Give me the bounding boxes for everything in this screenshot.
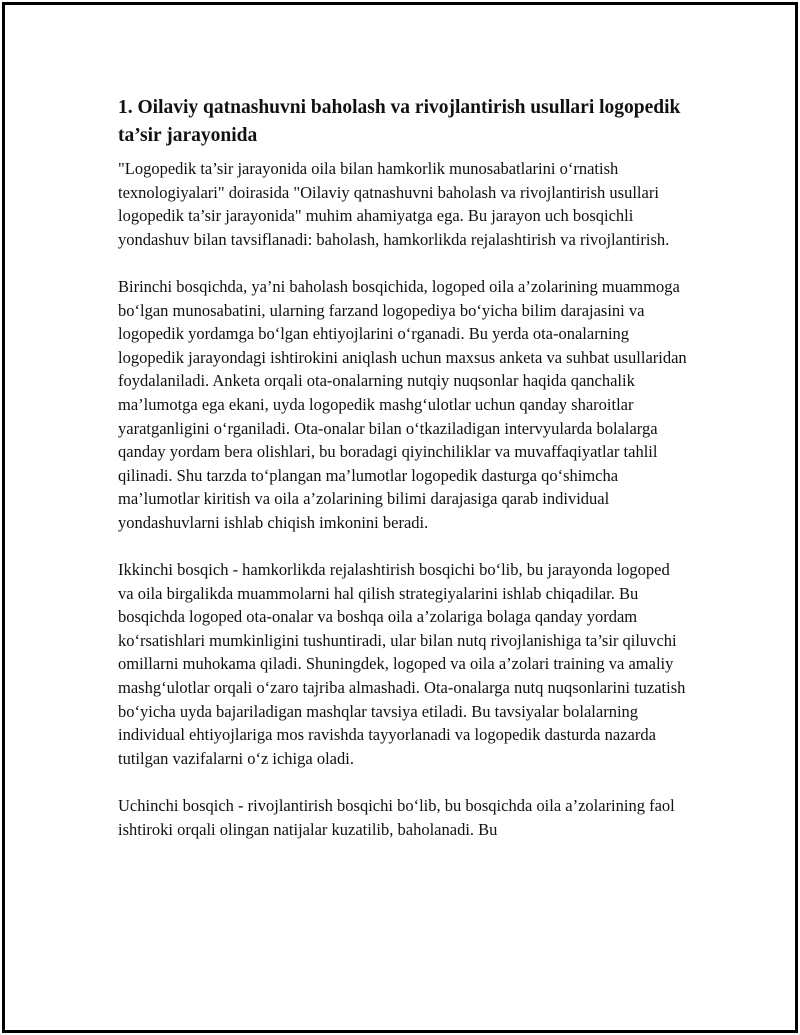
paragraph-intro: "Logopedik ta’sir jarayonida oila bilan hamkorlik munosabatlarini oʻrnatish texnologiyalari" doirasida "Oilaviy qatnashuvni baholash va rivojlantirish usullari logopedik ta’sir jarayonida" muhim ahamiyatga ega. Bu jarayon uch bosqichli yondashuv bilan tavsiflanadi: baholash, hamkorlikda rejalashtirish va rivojlantirish. bbox=[118, 159, 670, 249]
document-body bbox=[118, 94, 688, 865]
paragraph-stage-three: Uchinchi bosqich - rivojlantirish bosqichi boʻlib, bu bosqichda oila a’zolarining faol ishtiroki orqali olingan natijalar kuzatilib, baholanadi. Bu bbox=[118, 796, 675, 839]
paragraph-stage-two: Ikkinchi bosqich - hamkorlikda rejalashtirish bosqichi boʻlib, bu jarayonda logoped va oila birgalikda muammolarni hal qilish strategiyalarini ishlab chiqadilar. Bu bosqichda logoped ota-onalar va boshqa oila a’zolariga bolaga qanday yordam koʻrsatishlari mumkinligini tushuntiradi, ular bilan nutq rivojlanishiga ta’sir qiluvchi omillarni muhokama qiladi. Shuningdek, logoped va oila a’zolari training va amaliy mashgʻulotlar orqali oʻzaro tajriba almashadi. Ota-onalarga nutq nuqsonlarini tuzatish boʻyicha uyda bajariladigan mashqlar tavsiya etiladi. Bu tavsiyalar bolalarning individual ehtiyojlariga mos ravishda tayyorlanadi va logopedik dasturda nazarda tutilgan vazifalarni oʻz ichiga oladi. bbox=[118, 560, 686, 768]
paragraph-stage-one: Birinchi bosqichda, ya’ni baholash bosqichida, logoped oila a’zolarining muammoga boʻlgan munosabatini, ularning farzand logopediya boʻyicha bilim darajasini va logopedik yordamga boʻlgan ehtiyojlarini oʻrganadi. Bu yerda ota-onalarning logopedik jarayondagi ishtirokini aniqlash uchun maxsus anketa va suhbat usullaridan foydalaniladi. Anketa orqali ota-onalarning nutqiy nuqsonlar haqida qanchalik ma’lumotga ega ekani, uyda logopedik mashgʻulotlar uchun qanday sharoitlar yaratganligini oʻrganiladi. Ota-onalar bilan oʻtkaziladigan intervyularda bolalarga qanday yordam bera olishlari, bu boradagi qiyinchiliklar va muvaffaqiyatlar tahlil qilinadi. Shu tarzda toʻplangan ma’lumotlar logopedik dasturga qoʻshimcha ma’lumotlar kiritish va oila a’zolarining bilimi darajasiga qarab individual yondashuvlarni ishlab chiqish imkonini beradi. bbox=[118, 276, 687, 532]
section-heading: 1. Oilaviy qatnashuvni baholash va rivojlantirish usullari logopedik ta’sir jarayonida bbox=[118, 97, 681, 146]
